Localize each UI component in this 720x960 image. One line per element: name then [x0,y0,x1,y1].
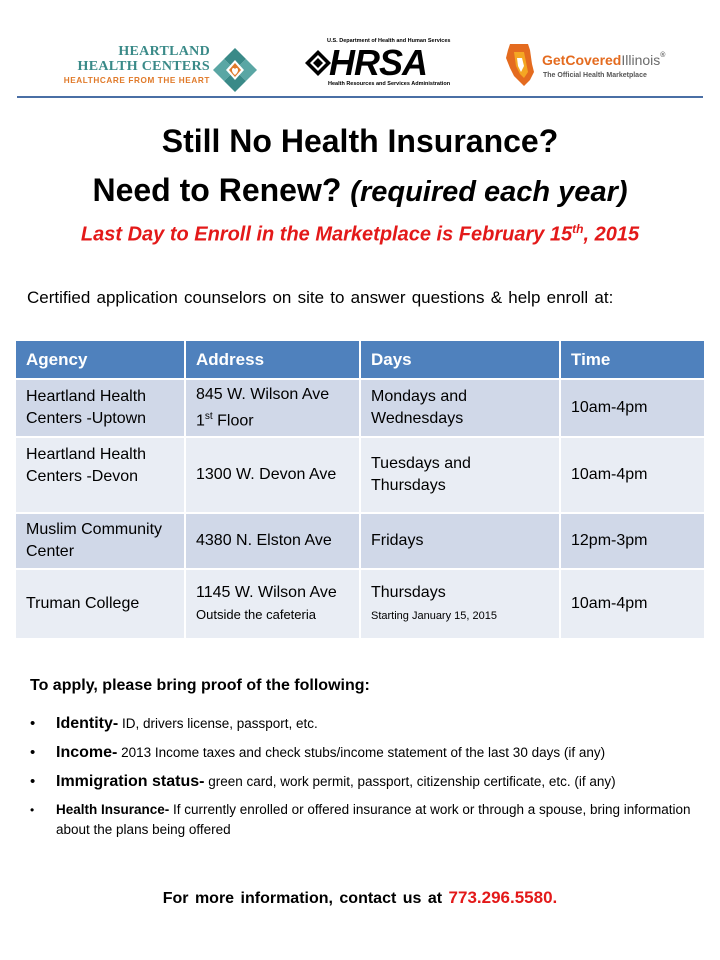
address-cell [185,569,360,639]
header-divider [17,96,703,98]
heartland-logo [34,42,264,92]
item-text: ID, drivers license, passport, etc. [118,716,318,731]
hhc-line1: HEARTLAND [118,44,210,59]
hhc-line2: HEALTH CENTERS [77,59,210,74]
subtitle-main: Need to Renew? [92,172,342,208]
address-cell: 4380 N. Elston Ave [185,513,360,569]
days-line: Thursdays [371,584,446,602]
page-subtitle [0,172,720,209]
address-cell: 1300 W. Devon Ave [185,437,360,513]
illinois-map-icon [502,42,542,88]
col-header-time: Time [560,341,704,379]
col-header-days: Days [360,341,560,379]
hrsa-bottom-text: Health Resources and Services Administration [328,81,451,87]
days-cell: Mondays and Wednesdays [360,379,560,437]
deadline-year: , 2015 [583,223,640,246]
address-line: 1145 W. Wilson Ave [196,584,337,602]
col-header-agency: Agency [16,341,185,379]
list-item [30,713,710,734]
deadline-ordinal: th [572,222,584,236]
gci-trademark: ® [660,52,666,59]
address-line: 845 W. Wilson Ave [196,386,330,403]
hhc-tagline: HEALTHCARE FROM THE HEART [63,76,210,85]
contact-text: For more information, contact us at [162,890,443,907]
list-item [30,771,710,792]
item-label: Income- [56,744,118,761]
time-cell: 10am-4pm [560,379,704,437]
gci-name-main: GetCovered [542,52,622,68]
time-cell: 10am-4pm [560,437,704,513]
address-floor-label: Floor [212,412,254,430]
item-text: If currently enrolled or offered insurance at work or through a spouse, bring information about the plans being offered [56,802,691,837]
days-cell: Tuesdays and Thursdays [360,437,560,513]
getcovered-logo [502,42,702,90]
item-text: green card, work permit, passport, citizenship certificate, etc. (if any) [204,774,616,789]
table-header-row [16,341,704,379]
agency-cell: Heartland Health Centers -Devon [16,437,185,513]
enrollment-deadline [0,222,720,247]
agency-cell: Muslim Community Center [16,513,185,569]
list-item [30,800,710,840]
contact-phone: 773.296.5580. [448,888,558,907]
contact-line [0,888,720,908]
agency-cell: Heartland Health Centers -Uptown [16,379,185,437]
gci-name-state: Illinois [621,52,661,68]
table-row [16,569,704,639]
days-cell: Fridays [360,513,560,569]
table-row [16,437,704,513]
address-floor-number: 1 [196,412,205,430]
list-item [30,742,710,763]
hrsa-logo [305,38,460,92]
time-cell: 12pm-3pm [560,513,704,569]
table-row [16,379,704,437]
requirements-list [30,713,710,840]
col-header-address: Address [185,341,360,379]
item-text: 2013 Income taxes and check stubs/income statement of the last 30 days (if any) [117,745,606,760]
item-label: Identity- [56,715,119,732]
item-label: Immigration status- [56,773,205,790]
address-note: Outside the cafeteria [196,607,316,623]
subtitle-paren: (required each year) [350,176,628,208]
days-note: Starting January 15, 2015 [371,610,497,623]
page-title: Still No Health Insurance? [161,123,559,159]
locations-table [16,341,704,640]
agency-cell: Truman College [16,569,185,639]
hhs-eagle-icon [305,50,331,76]
hrsa-wordmark: HRSA [329,42,428,83]
table-row [16,513,704,569]
intro-text: Certified application counselors on site to answer questions & help enroll at: [27,288,614,307]
gci-subtitle: The Official Health Marketplace [543,72,647,79]
requirements-heading: To apply, please bring proof of the following: [30,677,370,694]
deadline-text: Last Day to Enroll in the Marketplace is February 15 [80,223,573,246]
logo-bar [0,0,720,98]
address-cell [185,379,360,437]
address-floor-ordinal: st [204,411,213,422]
time-cell: 10am-4pm [560,569,704,639]
days-cell [360,569,560,639]
item-label: Health Insurance- [56,802,170,817]
hrsa-top-text: U.S. Department of Health and Human Services [327,38,451,44]
heartland-diamond-icon [212,46,258,92]
